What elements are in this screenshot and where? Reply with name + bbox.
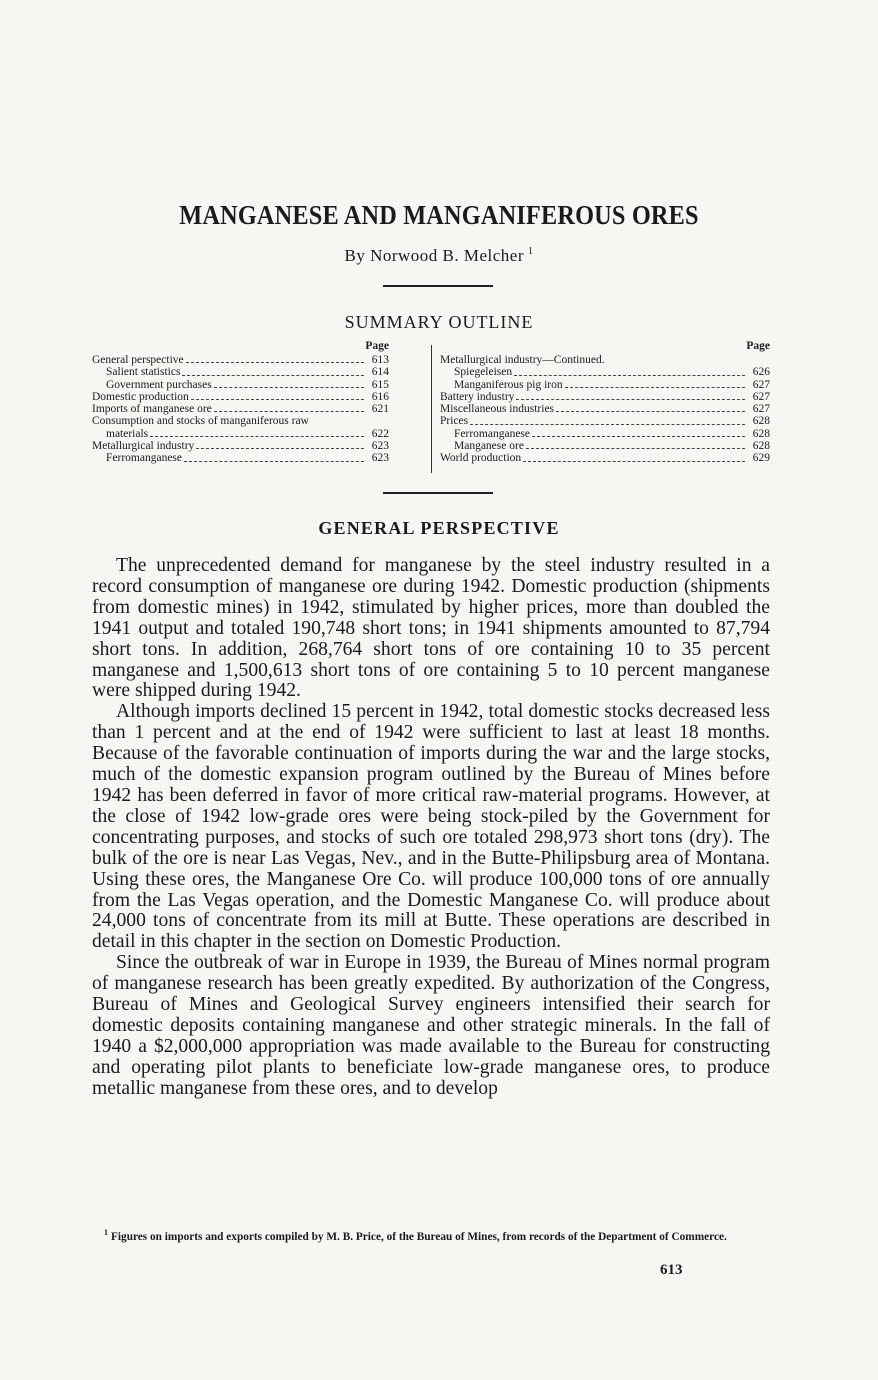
outline-entry-label: Miscellaneous industries bbox=[440, 403, 555, 416]
leader-dots bbox=[526, 448, 745, 449]
leader-dots bbox=[532, 436, 745, 437]
leader-dots bbox=[191, 399, 364, 400]
leader-dots bbox=[565, 387, 745, 388]
outline-entry-page: 629 bbox=[752, 452, 770, 465]
outline-entry bbox=[440, 379, 770, 391]
author-byline bbox=[0, 246, 878, 266]
outline-entry-label: Metallurgical industry—Continued. bbox=[440, 354, 605, 366]
outline-entry-page: 628 bbox=[752, 427, 770, 440]
outline-entry-label: Battery industry bbox=[440, 390, 515, 403]
divider-rule bbox=[383, 492, 493, 494]
outline-entry bbox=[92, 354, 389, 366]
outline-entry-page: 623 bbox=[371, 440, 389, 453]
author-name: By Norwood B. Melcher bbox=[344, 246, 525, 265]
leader-dots bbox=[556, 411, 745, 412]
outline-entry-label: Domestic production bbox=[92, 390, 189, 403]
leader-dots bbox=[516, 399, 745, 400]
outline-entry bbox=[92, 452, 389, 464]
outline-entry bbox=[92, 379, 389, 391]
leader-dots bbox=[214, 387, 364, 388]
outline-entry-label: General perspective bbox=[92, 354, 184, 366]
outline-entry-page: 627 bbox=[752, 390, 770, 403]
outline-entry-label: Consumption and stocks of manganiferous raw bbox=[92, 415, 309, 428]
outline-entry bbox=[440, 415, 770, 427]
paragraph: The unprecedented demand for manganese by the steel industry resulted in a record consumption of manganese ore during 1942. Domestic production (shipments from domestic mines) in 1942, stimulated by higher prices, more than doubled the 1941 output and totaled 190,748 short tons; in 1941 shipments amounted to 87,794 short tons. In addition, 268,764 short tons of ore containing 10 to 35 percent manganese and 1,500,613 short tons of ore containing 5 to 10 percent manganese were shipped during 1942. bbox=[92, 555, 770, 702]
footnote-mark: 1 bbox=[104, 1228, 108, 1237]
leader-dots bbox=[214, 411, 364, 412]
leader-dots bbox=[514, 375, 745, 376]
summary-outline-heading: SUMMARY OUTLINE bbox=[344, 312, 534, 332]
outline-entry bbox=[440, 428, 770, 440]
outline-entry-label: Salient statistics bbox=[106, 366, 181, 379]
outline-entry-label: Imports of manganese ore bbox=[92, 403, 212, 416]
outline-entry-label: Spiegeleisen bbox=[454, 366, 513, 379]
outline-entry-label: Manganiferous pig iron bbox=[454, 378, 563, 391]
outline-entry bbox=[440, 391, 770, 403]
leader-dots bbox=[196, 448, 364, 449]
section-heading: GENERAL PERSPECTIVE bbox=[318, 518, 560, 538]
outline-entry-page: 627 bbox=[752, 378, 770, 391]
footnote-text: Figures on imports and exports compiled by M. B. Price, of the Bureau of Mines, from records of the Department of Commerce. bbox=[111, 1230, 727, 1243]
outline-entry bbox=[440, 366, 770, 378]
outline-left-column bbox=[92, 340, 389, 465]
outline-entry-label: Metallurgical industry bbox=[92, 440, 195, 453]
body-text bbox=[92, 556, 770, 1100]
leader-dots bbox=[184, 461, 364, 462]
outline-entry-page: 613 bbox=[371, 354, 389, 366]
page-number: 613 bbox=[660, 1262, 683, 1278]
outline-entry bbox=[92, 415, 389, 427]
page-column-header: Page bbox=[365, 340, 389, 352]
outline-entry-page: 621 bbox=[371, 403, 389, 416]
outline-entry bbox=[440, 440, 770, 452]
outline-entry-label: Prices bbox=[440, 415, 469, 428]
column-divider bbox=[431, 345, 432, 473]
outline-entry-label: World production bbox=[440, 452, 522, 465]
footnote bbox=[92, 1226, 772, 1244]
outline-right-column bbox=[440, 340, 770, 465]
outline-entry bbox=[92, 366, 389, 378]
outline-entry bbox=[440, 452, 770, 464]
outline-entry-page: 628 bbox=[752, 440, 770, 453]
leader-dots bbox=[182, 375, 364, 376]
outline-entry-page: 627 bbox=[752, 403, 770, 416]
leader-dots bbox=[186, 362, 364, 363]
outline-entry-page: 623 bbox=[371, 452, 389, 465]
outline-entry-page: 628 bbox=[752, 415, 770, 428]
chapter-title: MANGANESE AND MANGANIFEROUS ORES bbox=[179, 200, 699, 230]
leader-dots bbox=[523, 461, 745, 462]
outline-entry bbox=[440, 403, 770, 415]
outline-entry bbox=[92, 428, 389, 440]
page-column-header: Page bbox=[746, 340, 770, 352]
leader-dots bbox=[470, 424, 745, 425]
outline-entry-label: materials bbox=[106, 427, 149, 440]
outline-entry bbox=[92, 391, 389, 403]
leader-dots bbox=[150, 436, 364, 437]
outline-entry-label: Ferromanganese bbox=[454, 427, 530, 440]
paragraph: Since the outbreak of war in Europe in 1939, the Bureau of Mines normal program of manganese research has been greatly expedited. By authorization of the Congress, Bureau of Mines and Geological Survey engineers intensified their search for domestic deposits containing manganese and other strategic minerals. In the fall of 1940 a $2,000,000 appropriation was made available to the Bureau for constructing and operating pilot plants to beneficiate low-grade manganese ores, to produce metallic manganese from these ores, and to develop bbox=[92, 952, 770, 1099]
paragraph: Although imports declined 15 percent in 1942, total domestic stocks decreased less than 1 percent and at the end of 1942 were sufficient to last at least 18 months. Because of the favorable continuation of imports during the war and the large stocks, much of the domestic expansion program outlined by the Bureau of Mines before 1942 has been deferred in favor of more critical raw-material programs. However, at the close of 1942 low-grade ores were being stock-piled by the Government for concentrating purposes, and stocks of such ore totaled 298,973 short tons (dry). The bulk of the ore is near Las Vegas, Nev., and in the Butte-Philipsburg area of Montana. Using these ores, the Manganese Ore Co. will produce 100,000 tons of ore annually from the Las Vegas operation, and the Domestic Manganese Co. will produce about 24,000 tons of concentrate from its mill at Butte. These operations are described in detail in this chapter in the section on Domestic Production. bbox=[92, 701, 770, 953]
divider-rule bbox=[383, 285, 493, 287]
outline-entry bbox=[92, 403, 389, 415]
outline-entry-page: 616 bbox=[371, 390, 389, 403]
outline-entry-label: Ferromanganese bbox=[106, 452, 182, 465]
outline-entry-label: Manganese ore bbox=[454, 440, 524, 453]
outline-entry-page: 622 bbox=[371, 427, 389, 440]
outline-entry bbox=[440, 354, 770, 366]
outline-entry-page: 615 bbox=[371, 378, 389, 391]
footnote-marker: 1 bbox=[528, 246, 534, 258]
outline-entry-page: 614 bbox=[371, 366, 389, 379]
outline-entry-label: Government purchases bbox=[106, 378, 212, 391]
outline-entry bbox=[92, 440, 389, 452]
outline-entry-page: 626 bbox=[752, 366, 770, 379]
